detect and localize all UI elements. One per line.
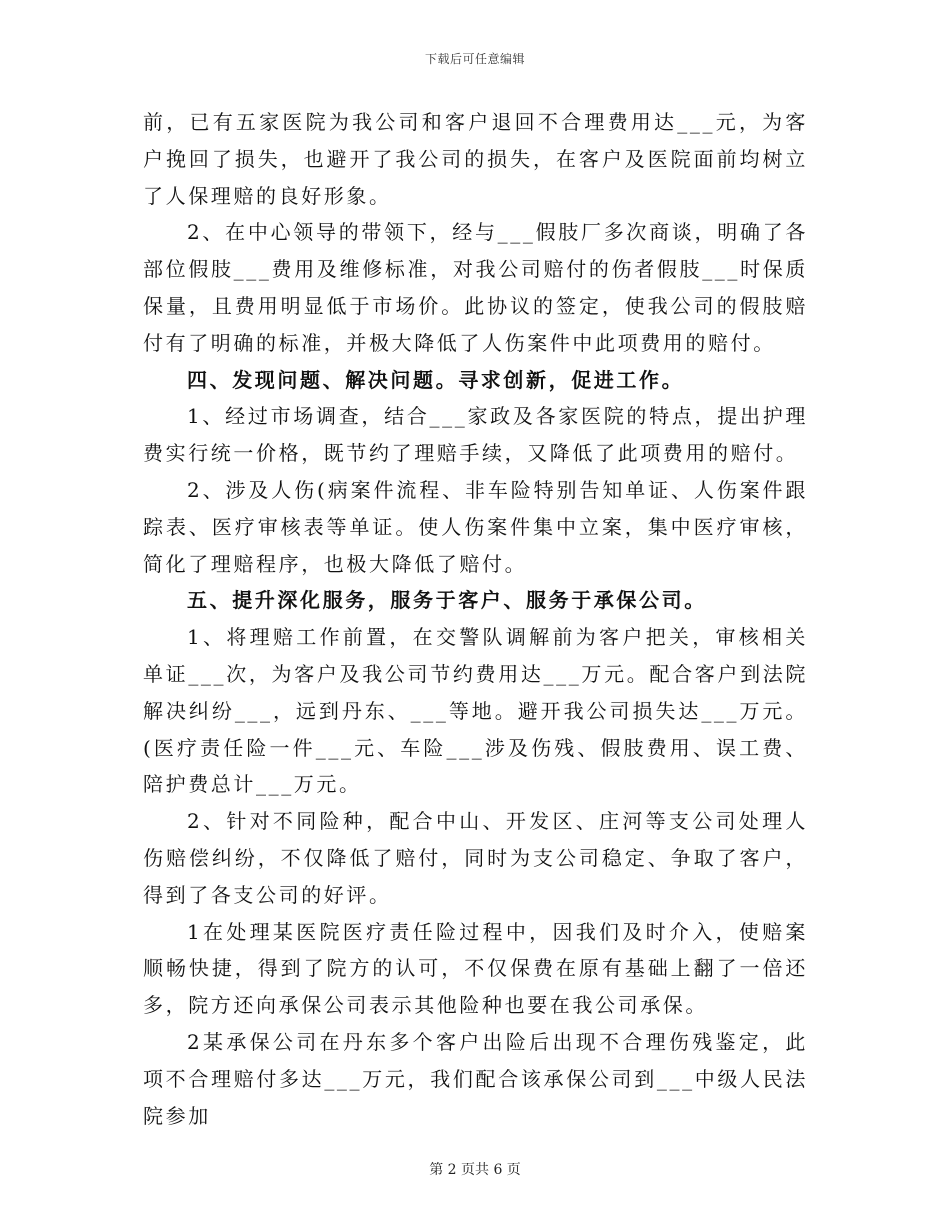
page-header: 下载后可任意编辑 <box>424 52 525 66</box>
document-body <box>143 104 808 1134</box>
paragraph: 1在处理某医院医疗责任险过程中，因我们及时介入，使赔案顺畅快捷，得到了院方的认可，不仅保费在原有基础上翻了一倍还多，院方还向承保公司表示其他险种也要在我公司承保。 <box>143 919 808 1018</box>
paragraph: 2、针对不同险种，配合中山、开发区、庄河等支公司处理人伤赔偿纠纷，不仅降低了赔付，同时为支公司稳定、争取了客户，得到了各支公司的好评。 <box>143 809 808 907</box>
paragraph: 前，已有五家医院为我公司和客户退回不合理费用达___元，为客户挽回了损失，也避开了我公司的损失，在客户及医院面前均树立了人保理赔的良好形象。 <box>143 110 808 208</box>
page-footer: 第 2 页共 6 页 <box>429 1162 521 1178</box>
paragraph: 1、将理赔工作前置，在交警队调解前为客户把关，审核相关单证___次，为客户及我公司节约费用达___万元。配合客户到法院解决纠纷___，远到丹东、___等地。避开我公司损失达___万元。(医疗责任险一件___元、车险___涉及伤残、假肢费用、误工费、陪护费总计___万元。 <box>143 625 808 797</box>
paragraph: 2、在中心领导的带领下，经与___假肢厂多次商谈，明确了各部位假肢___费用及维修标准，对我公司赔付的伤者假肢___时保质保量，且费用明显低于市场价。此协议的签定，使我公司的假肢赔付有了明确的标准，并极大降低了人伤案件中此项费用的赔付。 <box>143 220 808 355</box>
paragraph: 2某承保公司在丹东多个客户出险后出现不合理伤残鉴定，此项不合理赔付多达___万元，我们配合该承保公司到___中级人民法院参加 <box>143 1029 808 1128</box>
section-heading: 四、发现问题、解决问题。寻求创新，促进工作。 <box>187 367 685 392</box>
section-heading: 五、提升深化服务，服务于客户、服务于承保公司。 <box>187 588 707 613</box>
paragraph: 2、涉及人伤(病案件流程、非车险特别告知单证、人伤案件跟踪表、医疗审核表等单证。使人伤案件集中立案，集中医疗审核，简化了理赔程序，也极大降低了赔付。 <box>143 477 808 576</box>
paragraph: 1、经过市场调查，结合___家政及各家医院的特点，提出护理费实行统一价格，既节约了理赔手续，又降低了此项费用的赔付。 <box>143 404 808 466</box>
